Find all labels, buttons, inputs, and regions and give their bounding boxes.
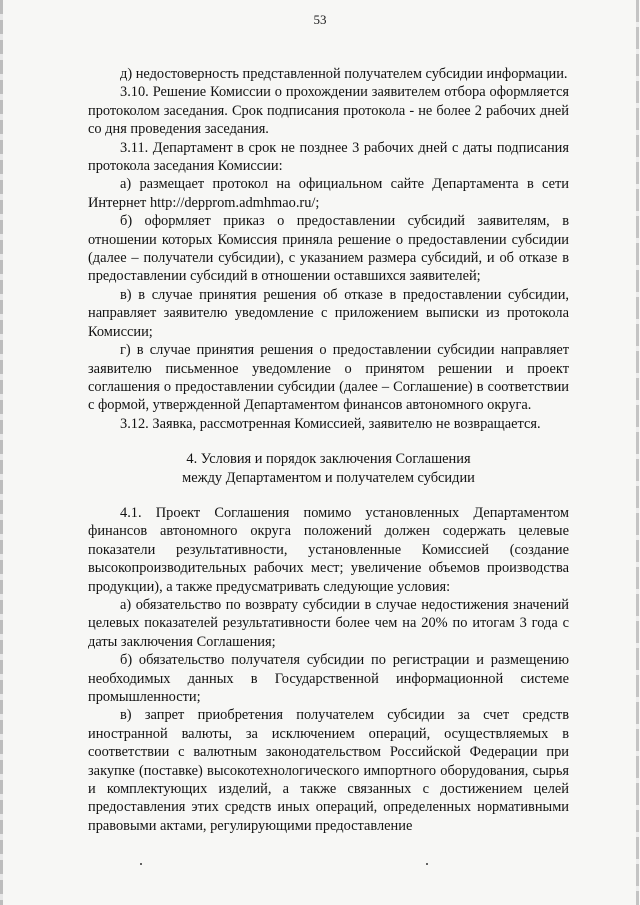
paragraph-4-1-a: а) обязательство по возврату субсидии в случае недостижения значений целевых показателей результативности более чем на 20% по итогам 3 года с даты заключения Соглашения; (88, 596, 569, 650)
section-heading-line-2: между Департаментом и получателем субсидии (182, 469, 475, 486)
section-heading-line-1: 4. Условия и порядок заключения Соглашения (186, 451, 471, 468)
scan-speck (426, 863, 428, 865)
paragraph-3-9-d: д) недостоверность представленной получателем субсидии информации. (120, 66, 568, 82)
paragraph-3-11-g: г) в случае принятия решения о предоставлении субсидии направляет заявителю письменное уведомление о принятом решении и проект соглашения о предоставлении субсидии (далее – Соглашение) в соответствии с формой, утвержденной Департаментом финансов автономного округа. (88, 342, 569, 414)
paragraph-3-11-v: в) в случае принятия решения об отказе в предоставлении субсидии, направляет заявителю уведомление с приложением выписки из протокола Комиссии; (88, 286, 569, 340)
section-heading (88, 450, 569, 487)
scan-edge-left (0, 0, 3, 905)
page-number: 53 (313, 12, 327, 27)
paragraph-3-11-a: а) размещает протокол на официальном сайте Департамента в сети Интернет http://depprom.admhmao.ru/; (88, 176, 569, 211)
document-body (88, 65, 569, 835)
paragraph-3-12: 3.12. Заявка, рассмотренная Комиссией, заявителю не возвращается. (120, 415, 541, 432)
scan-edge-right (636, 0, 639, 905)
paragraph-3-11: 3.11. Департамент в срок не позднее 3 рабочих дней с даты подписания протокола заседания Комиссии: (88, 139, 569, 175)
paragraph-4-1-b: б) обязательство получателя субсидии по регистрации и размещению необходимых данных в Государственной информационной системе промышленности; (88, 652, 569, 705)
paragraph-3-11-b: б) оформляет приказ о предоставлении субсидий заявителям, в отношении которых Комиссия приняла решение о предоставлении субсидии (далее – получатели субсидии), с указанием размера субсидий, и об отказе в предоставлении субсидий в отношении оставшихся заявителей; (88, 213, 569, 285)
paragraph-4-1: 4.1. Проект Соглашения помимо установленных Департаментом финансов автономного округа положений должен содержать целевые показатели результативности, установленные Комиссией (создание высокопроизводительных рабочих мест; увеличение объемов производства продукции), а также предусматривать следующие условия: (88, 504, 569, 595)
paragraph-3-10: 3.10. Решение Комиссии о прохождении заявителем отбора оформляется протоколом заседания. Срок подписания протокола - не более 2 рабочих дней со дня проведения заседания. (88, 84, 569, 138)
scan-speck (140, 863, 142, 865)
paragraph-4-1-v: в) запрет приобретения получателем субсидии за счет средств иностранной валюты, за исключением операций, осуществляемых в соответствии с валютным законодательством Российской Федерации при закупке (поставке) высокотехнологического импортного оборудования, сырья и комплектующих изделий, а также связанных с достижением целей предоставления этих средств иных операций, определенных нормативными правовыми актами, регулирующими предоставление (88, 707, 569, 834)
